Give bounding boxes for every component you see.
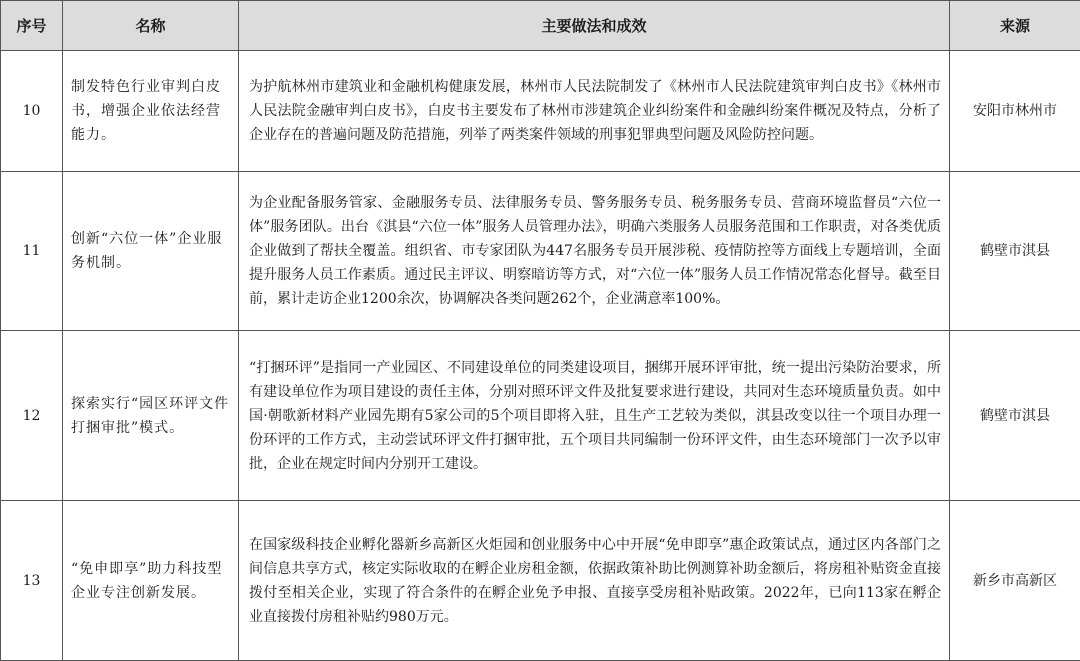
row-name: 探索实行“园区环评文件打捆审批”模式。 bbox=[63, 331, 239, 501]
table-header-row bbox=[1, 1, 1080, 51]
row-num: 10 bbox=[1, 51, 63, 172]
row-source: 安阳市林州市 bbox=[950, 51, 1080, 172]
header-name: 名称 bbox=[63, 1, 239, 51]
header-source: 来源 bbox=[950, 1, 1080, 51]
row-body: 为护航林州市建筑业和金融机构健康发展，林州市人民法院制发了《林州市人民法院建筑审判白皮书》《林州市人民法院金融审判白皮书》，白皮书主要发布了林州市涉建筑企业纠纷案件和金融纠纷案件概况及特点，分析了企业存在的普遍问题及防范措施，列举了两类案件领域的刑事犯罪典型问题及风险防控问题。 bbox=[239, 51, 950, 172]
table-row bbox=[1, 501, 1080, 661]
table-row bbox=[1, 331, 1080, 501]
row-name: 制发特色行业审判白皮书，增强企业依法经营能力。 bbox=[63, 51, 239, 172]
header-body: 主要做法和成效 bbox=[239, 1, 950, 51]
table-row bbox=[1, 51, 1080, 172]
row-source: 鹤壁市淇县 bbox=[950, 331, 1080, 501]
row-body: 为企业配备服务管家、金融服务专员、法律服务专员、警务服务专员、税务服务专员、营商环境监督员“六位一体”服务团队。出台《淇县“六位一体”服务人员管理办法》，明确六类服务人员服务范围和工作职责，对各类优质企业做到了帮扶全覆盖。组织省、市专家团队为447名服务专员开展涉税、疫情防控等方面线上专题培训，全面提升服务人员工作素质。通过民主评议、明察暗访等方式，对“六位一体”服务人员工作情况常态化督导。截至目前，累计走访企业1200余次，协调解决各类问题262个，企业满意率100%。 bbox=[239, 172, 950, 331]
row-name: “免申即享”助力科技型企业专注创新发展。 bbox=[63, 501, 239, 661]
row-source: 新乡市高新区 bbox=[950, 501, 1080, 661]
row-num: 11 bbox=[1, 172, 63, 331]
row-body: “打捆环评”是指同一产业园区、不同建设单位的同类建设项目，捆绑开展环评审批，统一提出污染防治要求，所有建设单位作为项目建设的责任主体，分别对照环评文件及批复要求进行建设，共同对生态环境质量负责。如中国·朝歌新材料产业园先期有5家公司的5个项目即将入驻，且生产工艺较为类似，淇县改变以往一个项目办理一份环评的工作方式，主动尝试环评文件打捆审批，五个项目共同编制一份环评文件，由生态环境部门一次予以审批，企业在规定时间内分别开工建设。 bbox=[239, 331, 950, 501]
row-num: 13 bbox=[1, 501, 63, 661]
row-source: 鹤壁市淇县 bbox=[950, 172, 1080, 331]
header-num: 序号 bbox=[1, 1, 63, 51]
row-num: 12 bbox=[1, 331, 63, 501]
table-row bbox=[1, 172, 1080, 331]
row-name: 创新“六位一体”企业服务机制。 bbox=[63, 172, 239, 331]
row-body: 在国家级科技企业孵化器新乡高新区火炬园和创业服务中心中开展“免申即享”惠企政策试点，通过区内各部门之间信息共享方式，核定实际收取的在孵企业房租金额，依据政策补助比例测算补助金额后，将房租补贴资金直接拨付至相关企业，实现了符合条件的在孵企业免予申报、直接享受房租补贴政策。2022年，已向113家在孵企业直接拨付房租补贴约980万元。 bbox=[239, 501, 950, 661]
